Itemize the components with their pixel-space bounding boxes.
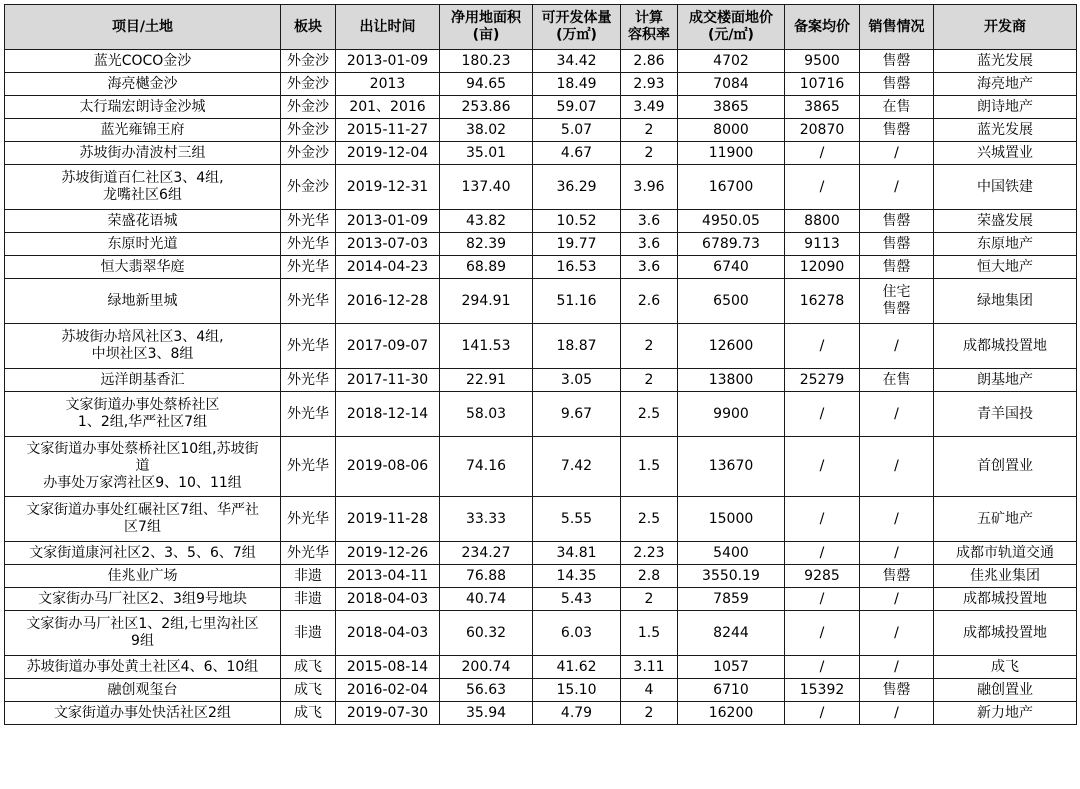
floor-price-cell: 7084 (678, 73, 785, 96)
project-cell: 苏坡街道百仁社区3、4组, 龙嘴社区6组 (5, 165, 281, 210)
header-project: 项目/土地 (5, 5, 281, 50)
floor-price-cell: 6740 (678, 256, 785, 279)
volume-cell: 18.87 (533, 324, 621, 369)
sales-cell: / (860, 497, 934, 542)
project-cell: 文家街道办事处蔡桥社区 1、2组,华严社区7组 (5, 392, 281, 437)
floor-price-cell: 6500 (678, 279, 785, 324)
header-area: 板块 (281, 5, 336, 50)
table-row (5, 73, 1077, 96)
far-cell: 3.96 (621, 165, 678, 210)
floor-price-cell: 4702 (678, 50, 785, 73)
far-cell: 2 (621, 702, 678, 725)
land-area-cell: 35.01 (440, 142, 533, 165)
area-cell: 外光华 (281, 497, 336, 542)
project-cell: 荣盛花语城 (5, 210, 281, 233)
date-cell: 2016-12-28 (336, 279, 440, 324)
sales-cell: 售罄 (860, 233, 934, 256)
far-cell: 2.6 (621, 279, 678, 324)
floor-price-cell: 4950.05 (678, 210, 785, 233)
land-area-cell: 35.94 (440, 702, 533, 725)
table-row (5, 565, 1077, 588)
date-cell: 2014-04-23 (336, 256, 440, 279)
avg-price-cell: 20870 (785, 119, 860, 142)
sales-cell: 售罄 (860, 679, 934, 702)
volume-cell: 59.07 (533, 96, 621, 119)
developer-cell: 海亮地产 (934, 73, 1077, 96)
sales-cell: 售罄 (860, 73, 934, 96)
project-cell: 文家街道康河社区2、3、5、6、7组 (5, 542, 281, 565)
project-cell: 东原时光道 (5, 233, 281, 256)
far-cell: 2.5 (621, 392, 678, 437)
developer-cell: 五矿地产 (934, 497, 1077, 542)
avg-price-cell: / (785, 165, 860, 210)
header-volume: 可开发体量 (万㎡) (533, 5, 621, 50)
developer-cell: 中国铁建 (934, 165, 1077, 210)
volume-cell: 10.52 (533, 210, 621, 233)
land-area-cell: 33.33 (440, 497, 533, 542)
developer-cell: 朗基地产 (934, 369, 1077, 392)
project-cell: 远洋朗基香汇 (5, 369, 281, 392)
area-cell: 非遗 (281, 611, 336, 656)
date-cell: 2017-09-07 (336, 324, 440, 369)
project-cell: 太行瑞宏朗诗金沙城 (5, 96, 281, 119)
table-row (5, 702, 1077, 725)
sales-cell: 售罄 (860, 210, 934, 233)
area-cell: 外光华 (281, 233, 336, 256)
sales-cell: / (860, 437, 934, 497)
area-cell: 外光华 (281, 369, 336, 392)
far-cell: 3.49 (621, 96, 678, 119)
header-sales: 销售情况 (860, 5, 934, 50)
floor-price-cell: 16200 (678, 702, 785, 725)
date-cell: 2015-11-27 (336, 119, 440, 142)
header-row (5, 5, 1077, 50)
project-cell: 苏坡街道办事处黄土社区4、6、10组 (5, 656, 281, 679)
developer-cell: 蓝光发展 (934, 119, 1077, 142)
sales-cell: / (860, 324, 934, 369)
sales-cell: / (860, 588, 934, 611)
table-row (5, 142, 1077, 165)
far-cell: 2 (621, 142, 678, 165)
developer-cell: 荣盛发展 (934, 210, 1077, 233)
area-cell: 外光华 (281, 279, 336, 324)
area-cell: 外金沙 (281, 119, 336, 142)
date-cell: 2017-11-30 (336, 369, 440, 392)
developer-cell: 佳兆业集团 (934, 565, 1077, 588)
far-cell: 2 (621, 369, 678, 392)
table-row (5, 656, 1077, 679)
far-cell: 3.11 (621, 656, 678, 679)
far-cell: 2 (621, 119, 678, 142)
avg-price-cell: 9500 (785, 50, 860, 73)
sales-cell: 在售 (860, 96, 934, 119)
project-cell: 苏坡街办清波村三组 (5, 142, 281, 165)
avg-price-cell: / (785, 142, 860, 165)
volume-cell: 16.53 (533, 256, 621, 279)
floor-price-cell: 3550.19 (678, 565, 785, 588)
land-area-cell: 253.86 (440, 96, 533, 119)
sales-cell: / (860, 142, 934, 165)
far-cell: 2.93 (621, 73, 678, 96)
sales-cell: 售罄 (860, 256, 934, 279)
project-cell: 恒大翡翠华庭 (5, 256, 281, 279)
area-cell: 外金沙 (281, 73, 336, 96)
table-row (5, 437, 1077, 497)
volume-cell: 4.67 (533, 142, 621, 165)
date-cell: 2016-02-04 (336, 679, 440, 702)
land-area-cell: 234.27 (440, 542, 533, 565)
land-area-cell: 200.74 (440, 656, 533, 679)
avg-price-cell: / (785, 656, 860, 679)
far-cell: 2.5 (621, 497, 678, 542)
project-cell: 苏坡街办培风社区3、4组, 中坝社区3、8组 (5, 324, 281, 369)
avg-price-cell: / (785, 611, 860, 656)
project-cell: 文家街道办事处快活社区2组 (5, 702, 281, 725)
volume-cell: 3.05 (533, 369, 621, 392)
volume-cell: 18.49 (533, 73, 621, 96)
table-row (5, 96, 1077, 119)
table-row (5, 588, 1077, 611)
table-row (5, 369, 1077, 392)
date-cell: 2013-07-03 (336, 233, 440, 256)
date-cell: 2013 (336, 73, 440, 96)
area-cell: 外光华 (281, 542, 336, 565)
far-cell: 3.6 (621, 256, 678, 279)
floor-price-cell: 12600 (678, 324, 785, 369)
floor-price-cell: 16700 (678, 165, 785, 210)
avg-price-cell: / (785, 588, 860, 611)
developer-cell: 首创置业 (934, 437, 1077, 497)
volume-cell: 5.55 (533, 497, 621, 542)
land-area-cell: 68.89 (440, 256, 533, 279)
floor-price-cell: 15000 (678, 497, 785, 542)
far-cell: 2.8 (621, 565, 678, 588)
table-row (5, 279, 1077, 324)
volume-cell: 51.16 (533, 279, 621, 324)
floor-price-cell: 1057 (678, 656, 785, 679)
project-cell: 文家街道办事处红碾社区7组、华严社 区7组 (5, 497, 281, 542)
far-cell: 2.86 (621, 50, 678, 73)
table-row (5, 392, 1077, 437)
header-avg-price: 备案均价 (785, 5, 860, 50)
area-cell: 非遗 (281, 588, 336, 611)
land-transaction-table (4, 4, 1077, 725)
project-cell: 绿地新里城 (5, 279, 281, 324)
avg-price-cell: / (785, 324, 860, 369)
table-row (5, 210, 1077, 233)
header-date: 出让时间 (336, 5, 440, 50)
far-cell: 2.23 (621, 542, 678, 565)
date-cell: 2015-08-14 (336, 656, 440, 679)
floor-price-cell: 11900 (678, 142, 785, 165)
volume-cell: 15.10 (533, 679, 621, 702)
project-cell: 佳兆业广场 (5, 565, 281, 588)
header-developer: 开发商 (934, 5, 1077, 50)
area-cell: 外光华 (281, 256, 336, 279)
volume-cell: 34.42 (533, 50, 621, 73)
volume-cell: 7.42 (533, 437, 621, 497)
far-cell: 3.6 (621, 233, 678, 256)
header-floor-price: 成交楼面地价 (元/㎡) (678, 5, 785, 50)
date-cell: 2018-12-14 (336, 392, 440, 437)
developer-cell: 新力地产 (934, 702, 1077, 725)
volume-cell: 5.43 (533, 588, 621, 611)
developer-cell: 朗诗地产 (934, 96, 1077, 119)
area-cell: 非遗 (281, 565, 336, 588)
date-cell: 2013-04-11 (336, 565, 440, 588)
area-cell: 外金沙 (281, 96, 336, 119)
developer-cell: 恒大地产 (934, 256, 1077, 279)
area-cell: 外光华 (281, 437, 336, 497)
project-cell: 文家街道办事处蔡桥社区10组,苏坡街 道 办事处万家湾社区9、10、11组 (5, 437, 281, 497)
developer-cell: 成都城投置地 (934, 611, 1077, 656)
land-area-cell: 180.23 (440, 50, 533, 73)
far-cell: 3.6 (621, 210, 678, 233)
avg-price-cell: 10716 (785, 73, 860, 96)
table-row (5, 165, 1077, 210)
sales-cell: / (860, 392, 934, 437)
area-cell: 成飞 (281, 656, 336, 679)
floor-price-cell: 5400 (678, 542, 785, 565)
project-cell: 文家街办马厂社区1、2组,七里沟社区 9组 (5, 611, 281, 656)
date-cell: 2019-08-06 (336, 437, 440, 497)
developer-cell: 绿地集团 (934, 279, 1077, 324)
area-cell: 成飞 (281, 702, 336, 725)
date-cell: 2019-07-30 (336, 702, 440, 725)
avg-price-cell: 12090 (785, 256, 860, 279)
table-row (5, 119, 1077, 142)
date-cell: 201、2016 (336, 96, 440, 119)
date-cell: 2019-12-26 (336, 542, 440, 565)
avg-price-cell: 3865 (785, 96, 860, 119)
land-area-cell: 60.32 (440, 611, 533, 656)
project-cell: 文家街办马厂社区2、3组9号地块 (5, 588, 281, 611)
area-cell: 外金沙 (281, 165, 336, 210)
table-row (5, 256, 1077, 279)
avg-price-cell: 15392 (785, 679, 860, 702)
sales-cell: 售罄 (860, 565, 934, 588)
land-area-cell: 43.82 (440, 210, 533, 233)
floor-price-cell: 8244 (678, 611, 785, 656)
volume-cell: 19.77 (533, 233, 621, 256)
volume-cell: 5.07 (533, 119, 621, 142)
table-row (5, 679, 1077, 702)
avg-price-cell: 25279 (785, 369, 860, 392)
land-area-cell: 38.02 (440, 119, 533, 142)
floor-price-cell: 8000 (678, 119, 785, 142)
table-row (5, 50, 1077, 73)
developer-cell: 青羊国投 (934, 392, 1077, 437)
avg-price-cell: 9113 (785, 233, 860, 256)
floor-price-cell: 7859 (678, 588, 785, 611)
table-row (5, 233, 1077, 256)
developer-cell: 东原地产 (934, 233, 1077, 256)
developer-cell: 成都城投置地 (934, 324, 1077, 369)
table-row (5, 324, 1077, 369)
avg-price-cell: / (785, 497, 860, 542)
project-cell: 蓝光雍锦王府 (5, 119, 281, 142)
date-cell: 2019-12-04 (336, 142, 440, 165)
project-cell: 海亮樾金沙 (5, 73, 281, 96)
avg-price-cell: / (785, 542, 860, 565)
area-cell: 成飞 (281, 679, 336, 702)
far-cell: 1.5 (621, 437, 678, 497)
date-cell: 2018-04-03 (336, 588, 440, 611)
sales-cell: 售罄 (860, 50, 934, 73)
sales-cell: / (860, 542, 934, 565)
land-area-cell: 22.91 (440, 369, 533, 392)
volume-cell: 41.62 (533, 656, 621, 679)
table-row (5, 542, 1077, 565)
volume-cell: 14.35 (533, 565, 621, 588)
date-cell: 2013-01-09 (336, 210, 440, 233)
land-area-cell: 76.88 (440, 565, 533, 588)
land-area-cell: 94.65 (440, 73, 533, 96)
floor-price-cell: 6710 (678, 679, 785, 702)
avg-price-cell: / (785, 702, 860, 725)
avg-price-cell: 9285 (785, 565, 860, 588)
developer-cell: 融创置业 (934, 679, 1077, 702)
project-cell: 蓝光COCO金沙 (5, 50, 281, 73)
area-cell: 外光华 (281, 210, 336, 233)
sales-cell: 住宅 售罄 (860, 279, 934, 324)
sales-cell: / (860, 702, 934, 725)
far-cell: 2 (621, 324, 678, 369)
developer-cell: 蓝光发展 (934, 50, 1077, 73)
header-far: 计算 容积率 (621, 5, 678, 50)
area-cell: 外光华 (281, 324, 336, 369)
area-cell: 外金沙 (281, 50, 336, 73)
date-cell: 2019-12-31 (336, 165, 440, 210)
floor-price-cell: 13800 (678, 369, 785, 392)
land-area-cell: 58.03 (440, 392, 533, 437)
volume-cell: 36.29 (533, 165, 621, 210)
developer-cell: 成飞 (934, 656, 1077, 679)
developer-cell: 成都市轨道交通 (934, 542, 1077, 565)
volume-cell: 34.81 (533, 542, 621, 565)
floor-price-cell: 6789.73 (678, 233, 785, 256)
sales-cell: 在售 (860, 369, 934, 392)
land-area-cell: 137.40 (440, 165, 533, 210)
avg-price-cell: 16278 (785, 279, 860, 324)
floor-price-cell: 9900 (678, 392, 785, 437)
project-cell: 融创观玺台 (5, 679, 281, 702)
floor-price-cell: 3865 (678, 96, 785, 119)
volume-cell: 4.79 (533, 702, 621, 725)
sales-cell: / (860, 656, 934, 679)
developer-cell: 成都城投置地 (934, 588, 1077, 611)
land-area-cell: 56.63 (440, 679, 533, 702)
area-cell: 外光华 (281, 392, 336, 437)
date-cell: 2019-11-28 (336, 497, 440, 542)
far-cell: 1.5 (621, 611, 678, 656)
far-cell: 4 (621, 679, 678, 702)
header-land-area: 净用地面积 (亩) (440, 5, 533, 50)
table-row (5, 497, 1077, 542)
floor-price-cell: 13670 (678, 437, 785, 497)
developer-cell: 兴城置业 (934, 142, 1077, 165)
avg-price-cell: / (785, 437, 860, 497)
far-cell: 2 (621, 588, 678, 611)
sales-cell: / (860, 165, 934, 210)
date-cell: 2018-04-03 (336, 611, 440, 656)
land-area-cell: 82.39 (440, 233, 533, 256)
volume-cell: 9.67 (533, 392, 621, 437)
avg-price-cell: 8800 (785, 210, 860, 233)
avg-price-cell: / (785, 392, 860, 437)
land-area-cell: 40.74 (440, 588, 533, 611)
sales-cell: 售罄 (860, 119, 934, 142)
area-cell: 外金沙 (281, 142, 336, 165)
sales-cell: / (860, 611, 934, 656)
date-cell: 2013-01-09 (336, 50, 440, 73)
table-row (5, 611, 1077, 656)
land-area-cell: 141.53 (440, 324, 533, 369)
land-area-cell: 294.91 (440, 279, 533, 324)
volume-cell: 6.03 (533, 611, 621, 656)
land-area-cell: 74.16 (440, 437, 533, 497)
